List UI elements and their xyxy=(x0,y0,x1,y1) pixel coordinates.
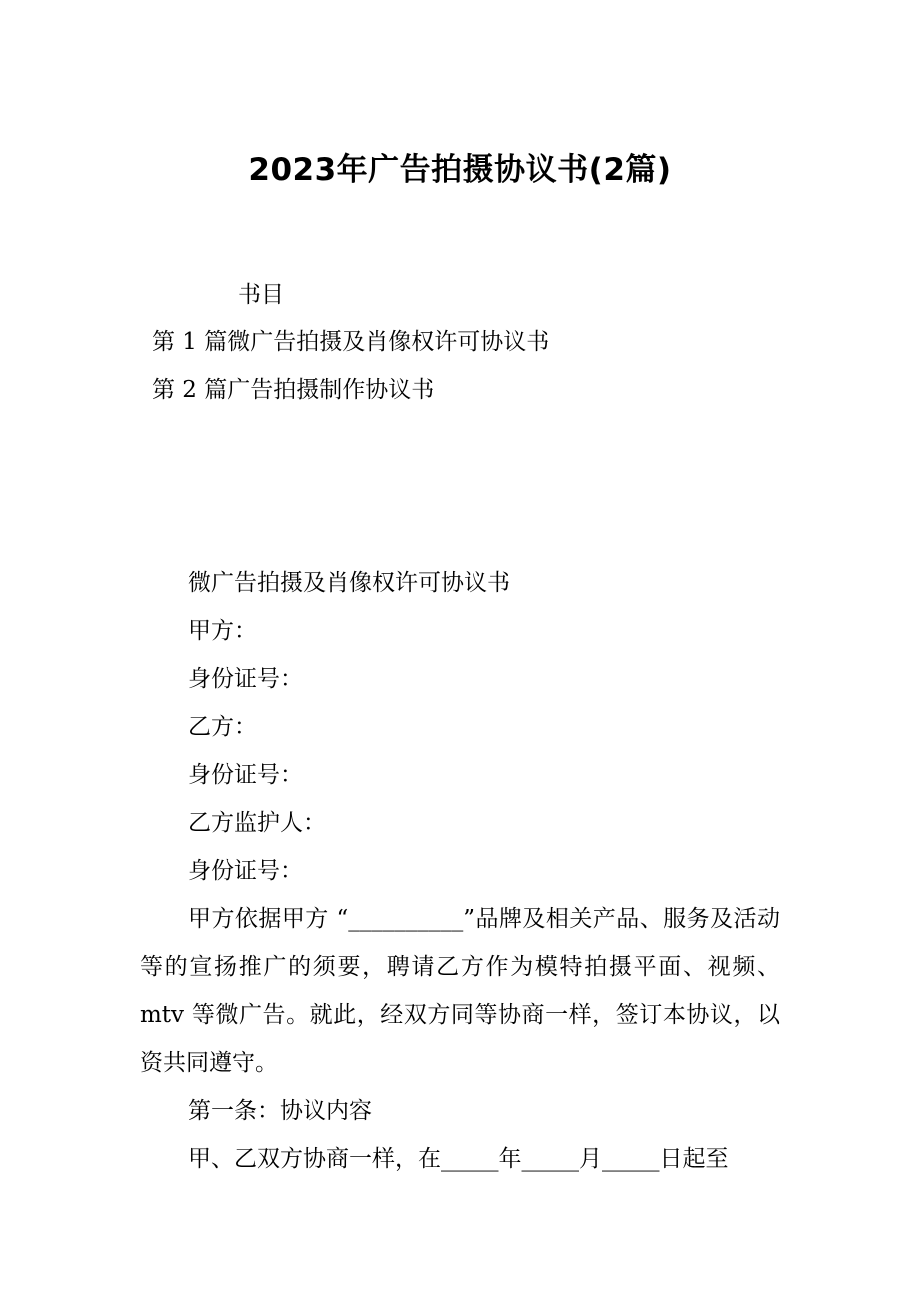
party-b-label: 乙方： xyxy=(188,714,257,740)
article-heading: 微广告拍摄及肖像权许可协议书 xyxy=(188,570,510,596)
clause-text: 甲、乙双方协商一样，在_____年_____月_____日起至 xyxy=(188,1146,729,1172)
id-number-label: 身份证号： xyxy=(188,762,303,788)
id-number-label: 身份证号： xyxy=(188,858,303,884)
party-a-label: 甲方： xyxy=(188,618,257,644)
toc-heading: 书目 xyxy=(238,282,284,308)
document-title: 2023年广告拍摄协议书(2篇) xyxy=(248,152,672,188)
guardian-label: 乙方监护人： xyxy=(188,810,326,836)
id-number-label: 身份证号： xyxy=(188,666,303,692)
clause-title: 第一条：协议内容 xyxy=(188,1098,372,1124)
toc-item: 第 2 篇广告拍摄制作协议书 xyxy=(152,377,435,403)
agreement-preamble: 甲方依据甲方 “__________”品牌及相关产品、服务及活动等的宣扬推广的须要，聘请乙方作为模特拍摄平面、视频、mtv 等微广告。就此，经双方同等协商一样，签订本协议，以资共同遵守。 xyxy=(140,906,780,1076)
toc-item: 第 1 篇微广告拍摄及肖像权许可协议书 xyxy=(152,329,550,355)
